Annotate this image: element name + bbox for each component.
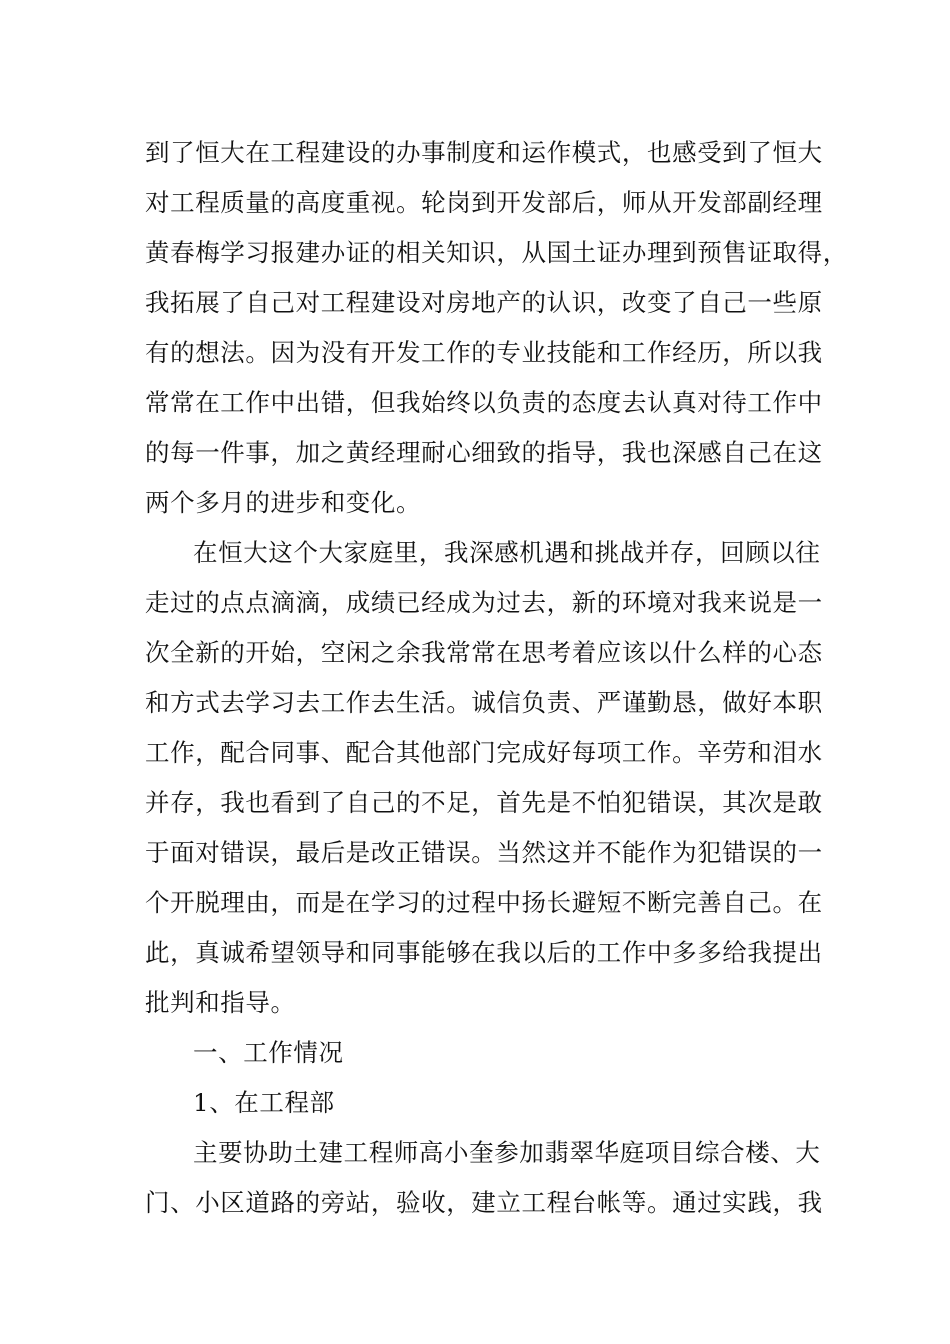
paragraph-2-line-1: 在恒大这个大家庭里，我深感机遇和挑战并存，回顾以往 [193,538,821,567]
section-heading: 一、工作情况 [193,1038,344,1067]
paragraph-1-line-4: 我拓展了自己对工程建设对房地产的认识，改变了自己一些原 [145,288,823,317]
paragraph-2-line-2: 走过的点点滴滴，成绩已经成为过去，新的环境对我来说是一 [145,588,823,617]
paragraph-2-line-10: 批判和指导。 [145,988,296,1017]
paragraph-1-line-8: 两个多月的进步和变化。 [145,488,422,517]
paragraph-2-line-8: 个开脱理由，而是在学习的过程中扬长避短不断完善自己。在 [145,888,823,917]
paragraph-1-line-1: 到了恒大在工程建设的办事制度和运作模式，也感受到了恒大 [145,138,823,167]
paragraph-1-line-2: 对工程质量的高度重视。轮岗到开发部后，师从开发部副经理 [145,188,823,217]
paragraph-1-line-7: 的每一件事，加之黄经理耐心细致的指导，我也深感自己在这 [145,438,823,467]
paragraph-2-line-9: 此，真诚希望领导和同事能够在我以后的工作中多多给我提出 [145,938,823,967]
paragraph-1-line-5: 有的想法。因为没有开发工作的专业技能和工作经历，所以我 [145,338,823,367]
paragraph-1-line-6: 常常在工作中出错，但我始终以负责的态度去认真对待工作中 [145,388,823,417]
paragraph-1-line-3: 黄春梅学习报建办证的相关知识，从国土证办理到预售证取得， [145,238,848,267]
paragraph-2-line-6: 并存，我也看到了自己的不足，首先是不怕犯错误，其次是敢 [145,788,823,817]
paragraph-2-line-3: 次全新的开始，空闲之余我常常在思考着应该以什么样的心态 [145,638,823,667]
paragraph-3-line-2: 门、小区道路的旁站，验收，建立工程台帐等。通过实践，我 [145,1188,823,1217]
paragraph-2-line-5: 工作，配合同事、配合其他部门完成好每项工作。辛劳和泪水 [145,738,823,767]
subsection-heading: 1、在工程部 [193,1088,335,1117]
paragraph-2-line-7: 于面对错误，最后是改正错误。当然这并不能作为犯错误的一 [145,838,823,867]
paragraph-2-line-4: 和方式去学习去工作去生活。诚信负责、严谨勤恳，做好本职 [145,688,823,717]
paragraph-3-line-1: 主要协助土建工程师高小奎参加翡翠华庭项目综合楼、大 [193,1138,821,1167]
